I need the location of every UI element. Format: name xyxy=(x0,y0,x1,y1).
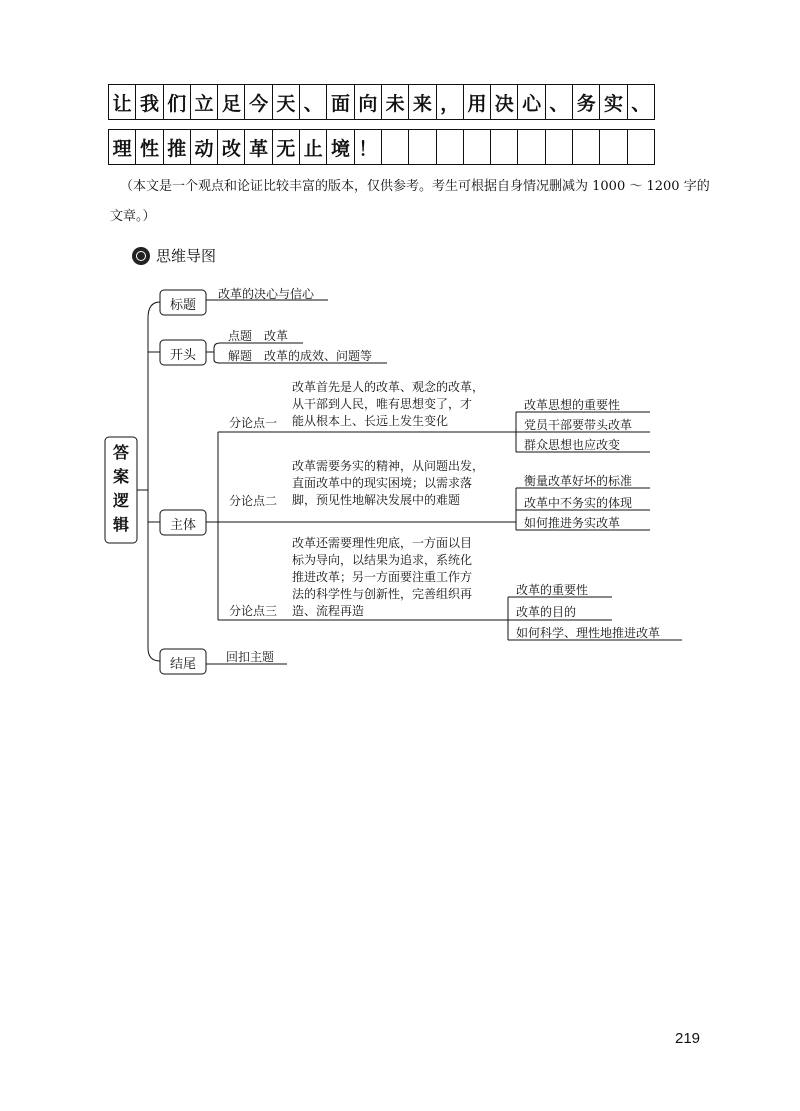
grid-cell: 革 xyxy=(245,130,272,165)
point3-sub-2: 改革的目的 xyxy=(516,605,577,619)
grid-cell: 我 xyxy=(136,85,163,120)
branch-ending-label: 结尾 xyxy=(169,657,196,672)
grid-cell: 向 xyxy=(354,85,381,120)
grid-cell: 今 xyxy=(245,85,272,120)
grid-cell: 改 xyxy=(218,130,245,165)
grid-cell: ！ xyxy=(354,130,381,165)
opening-item-1: 点题 改革 xyxy=(228,329,289,343)
point1-sub-1: 改革思想的重要性 xyxy=(524,398,621,412)
grid-cell: 决 xyxy=(491,85,518,120)
title-text: 改革的决心与信心 xyxy=(218,287,315,301)
reference-note: （本文是一个观点和论证比较丰富的版本，仅供参考。考生可根据自身情况删减为 1000 ～ 1200 字的文章。） xyxy=(110,179,710,224)
trunk-line xyxy=(137,302,160,661)
branch-title-label: 标题 xyxy=(169,298,196,313)
point3-label: 分论点三 xyxy=(229,604,278,618)
point2-label: 分论点二 xyxy=(229,494,278,508)
grid-cell: 无 xyxy=(272,130,299,165)
page-number: 219 xyxy=(675,1030,701,1047)
grid-cell: 、 xyxy=(545,85,572,120)
grid-cell: 面 xyxy=(327,85,354,120)
point1-label: 分论点一 xyxy=(229,416,278,430)
point2-sub-2: 改革中不务实的体现 xyxy=(524,496,633,510)
grid-cell: 们 xyxy=(163,85,190,120)
point3-sub-1: 改革的重要性 xyxy=(516,583,589,597)
point2-sub-1: 衡量改革好坏的标准 xyxy=(524,474,633,488)
point1-text: 改革首先是人的改革、观念的改革， 从干部到人民，唯有思想变了，才 能从根本上、长远上发生变化 xyxy=(292,380,485,428)
point3-sub-3: 如何科学、理性地推进改革 xyxy=(516,626,661,640)
opening-item-2: 解题 改革的成效、问题等 xyxy=(228,349,373,363)
grid-cell: 理 xyxy=(109,130,136,165)
branch-opening-label: 开头 xyxy=(169,348,196,363)
grid-cell: 境 xyxy=(327,130,354,165)
grid-cell: 未 xyxy=(381,85,408,120)
grid-cell: 用 xyxy=(463,85,490,120)
grid-cell: 动 xyxy=(190,130,217,165)
point1-sub-3: 群众思想也应改变 xyxy=(524,438,621,452)
grid-cell: 立 xyxy=(190,85,217,120)
grid-cell: 足 xyxy=(218,85,245,120)
point3-text: 改革还需要理性兜底，一方面以目 标为导向，以结果为追求，系统化 推进改革；另一方面要注重工作方 法的科学性与创新性，完善组织再 造、流程再造 xyxy=(292,536,473,618)
grid-cell: ， xyxy=(436,85,463,120)
grid-cell: 来 xyxy=(409,85,436,120)
point1-sub-2: 党员干部要带头改革 xyxy=(524,418,633,432)
grid-cell: 推 xyxy=(163,130,190,165)
branch-body-label: 主体 xyxy=(169,518,196,533)
point2-sub-3: 如何推进务实改革 xyxy=(524,516,621,530)
grid-cell: 、 xyxy=(627,85,654,120)
root-label: 答 案 逻 辑 xyxy=(112,443,129,534)
ending-text: 回扣主题 xyxy=(226,650,275,664)
mindmap-title: 思维导图 xyxy=(156,247,217,265)
grid-cell: 心 xyxy=(518,85,545,120)
grid-cell: 天 xyxy=(272,85,299,120)
grid-cell: 让 xyxy=(109,85,136,120)
grid-cell: 性 xyxy=(136,130,163,165)
point2-text: 改革需要务实的精神，从问题出发， 直面改革中的现实困境；以需求落 脚，预见性地解决发展中的难题 xyxy=(292,459,485,507)
grid-cell: 止 xyxy=(300,130,327,165)
grid-cell: 务 xyxy=(573,85,600,120)
grid-cell: 、 xyxy=(300,85,327,120)
grid-cell: 实 xyxy=(600,85,627,120)
